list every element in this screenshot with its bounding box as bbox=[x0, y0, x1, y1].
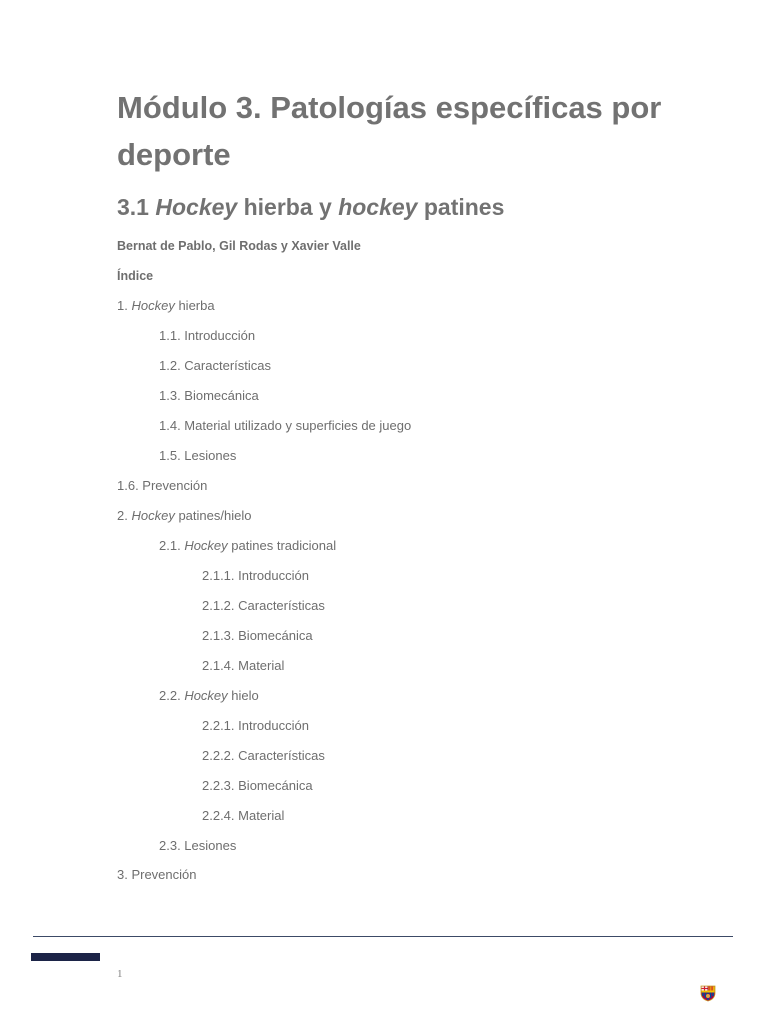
page-number: 1 bbox=[117, 968, 123, 980]
toc-item-text: patines/hielo bbox=[178, 508, 252, 523]
toc-item: 2.1.1. Introducción bbox=[202, 568, 309, 583]
fc-barcelona-crest-icon bbox=[700, 984, 716, 1002]
section-number: 3.1 bbox=[117, 194, 149, 220]
footer-accent-bar bbox=[31, 953, 100, 961]
toc-item: 2.1.4. Material bbox=[202, 658, 285, 673]
toc-item-number: 2.1. bbox=[159, 538, 181, 553]
index-heading: Índice bbox=[117, 269, 154, 283]
toc-item-number: 1. bbox=[117, 298, 128, 313]
toc-item bbox=[117, 506, 251, 526]
section-title bbox=[117, 190, 504, 224]
toc-item: 1.5. Lesiones bbox=[159, 448, 237, 463]
toc-item: 3. Prevención bbox=[117, 867, 197, 882]
toc-item: 1.3. Biomecánica bbox=[159, 388, 259, 403]
toc-item-text: hielo bbox=[231, 688, 259, 703]
toc-item-number: 2. bbox=[117, 508, 128, 523]
toc-item: 2.1.2. Características bbox=[202, 598, 325, 613]
toc-item-text: patines tradicional bbox=[231, 538, 337, 553]
toc-item-emphasis: Hockey bbox=[131, 508, 175, 523]
toc-item-text: hierba bbox=[178, 298, 215, 313]
toc-item-emphasis: Hockey bbox=[184, 688, 228, 703]
toc-item-number: 2.2. bbox=[159, 688, 181, 703]
toc-item bbox=[159, 686, 259, 706]
toc-item: 2.2.2. Características bbox=[202, 748, 325, 763]
toc-item: 2.2.1. Introducción bbox=[202, 718, 309, 733]
toc-item: 1.2. Características bbox=[159, 358, 271, 373]
toc-item-emphasis: Hockey bbox=[131, 298, 175, 313]
section-word-hockey: Hockey bbox=[155, 194, 238, 220]
toc-item bbox=[117, 296, 215, 316]
footer-divider bbox=[33, 936, 733, 937]
toc-item-emphasis: Hockey bbox=[184, 538, 228, 553]
toc-item: 2.1.3. Biomecánica bbox=[202, 628, 313, 643]
page-title: Módulo 3. Patologías específicas por deporte bbox=[117, 90, 662, 172]
section-word-patines: patines bbox=[423, 194, 505, 220]
toc-item bbox=[159, 536, 336, 556]
toc-item: 2.2.3. Biomecánica bbox=[202, 778, 313, 793]
toc-item: 1.6. Prevención bbox=[117, 478, 208, 493]
section-word-hierba: hierba y bbox=[243, 194, 332, 220]
toc-item: 2.2.4. Material bbox=[202, 808, 285, 823]
section-word-hockey-2: hockey bbox=[338, 194, 418, 220]
toc-item: 2.3. Lesiones bbox=[159, 838, 237, 853]
toc-item: 1.4. Material utilizado y superficies de juego bbox=[159, 418, 412, 433]
toc-item: 1.1. Introducción bbox=[159, 328, 256, 343]
authors: Bernat de Pablo, Gil Rodas y Xavier Valle bbox=[117, 239, 361, 253]
